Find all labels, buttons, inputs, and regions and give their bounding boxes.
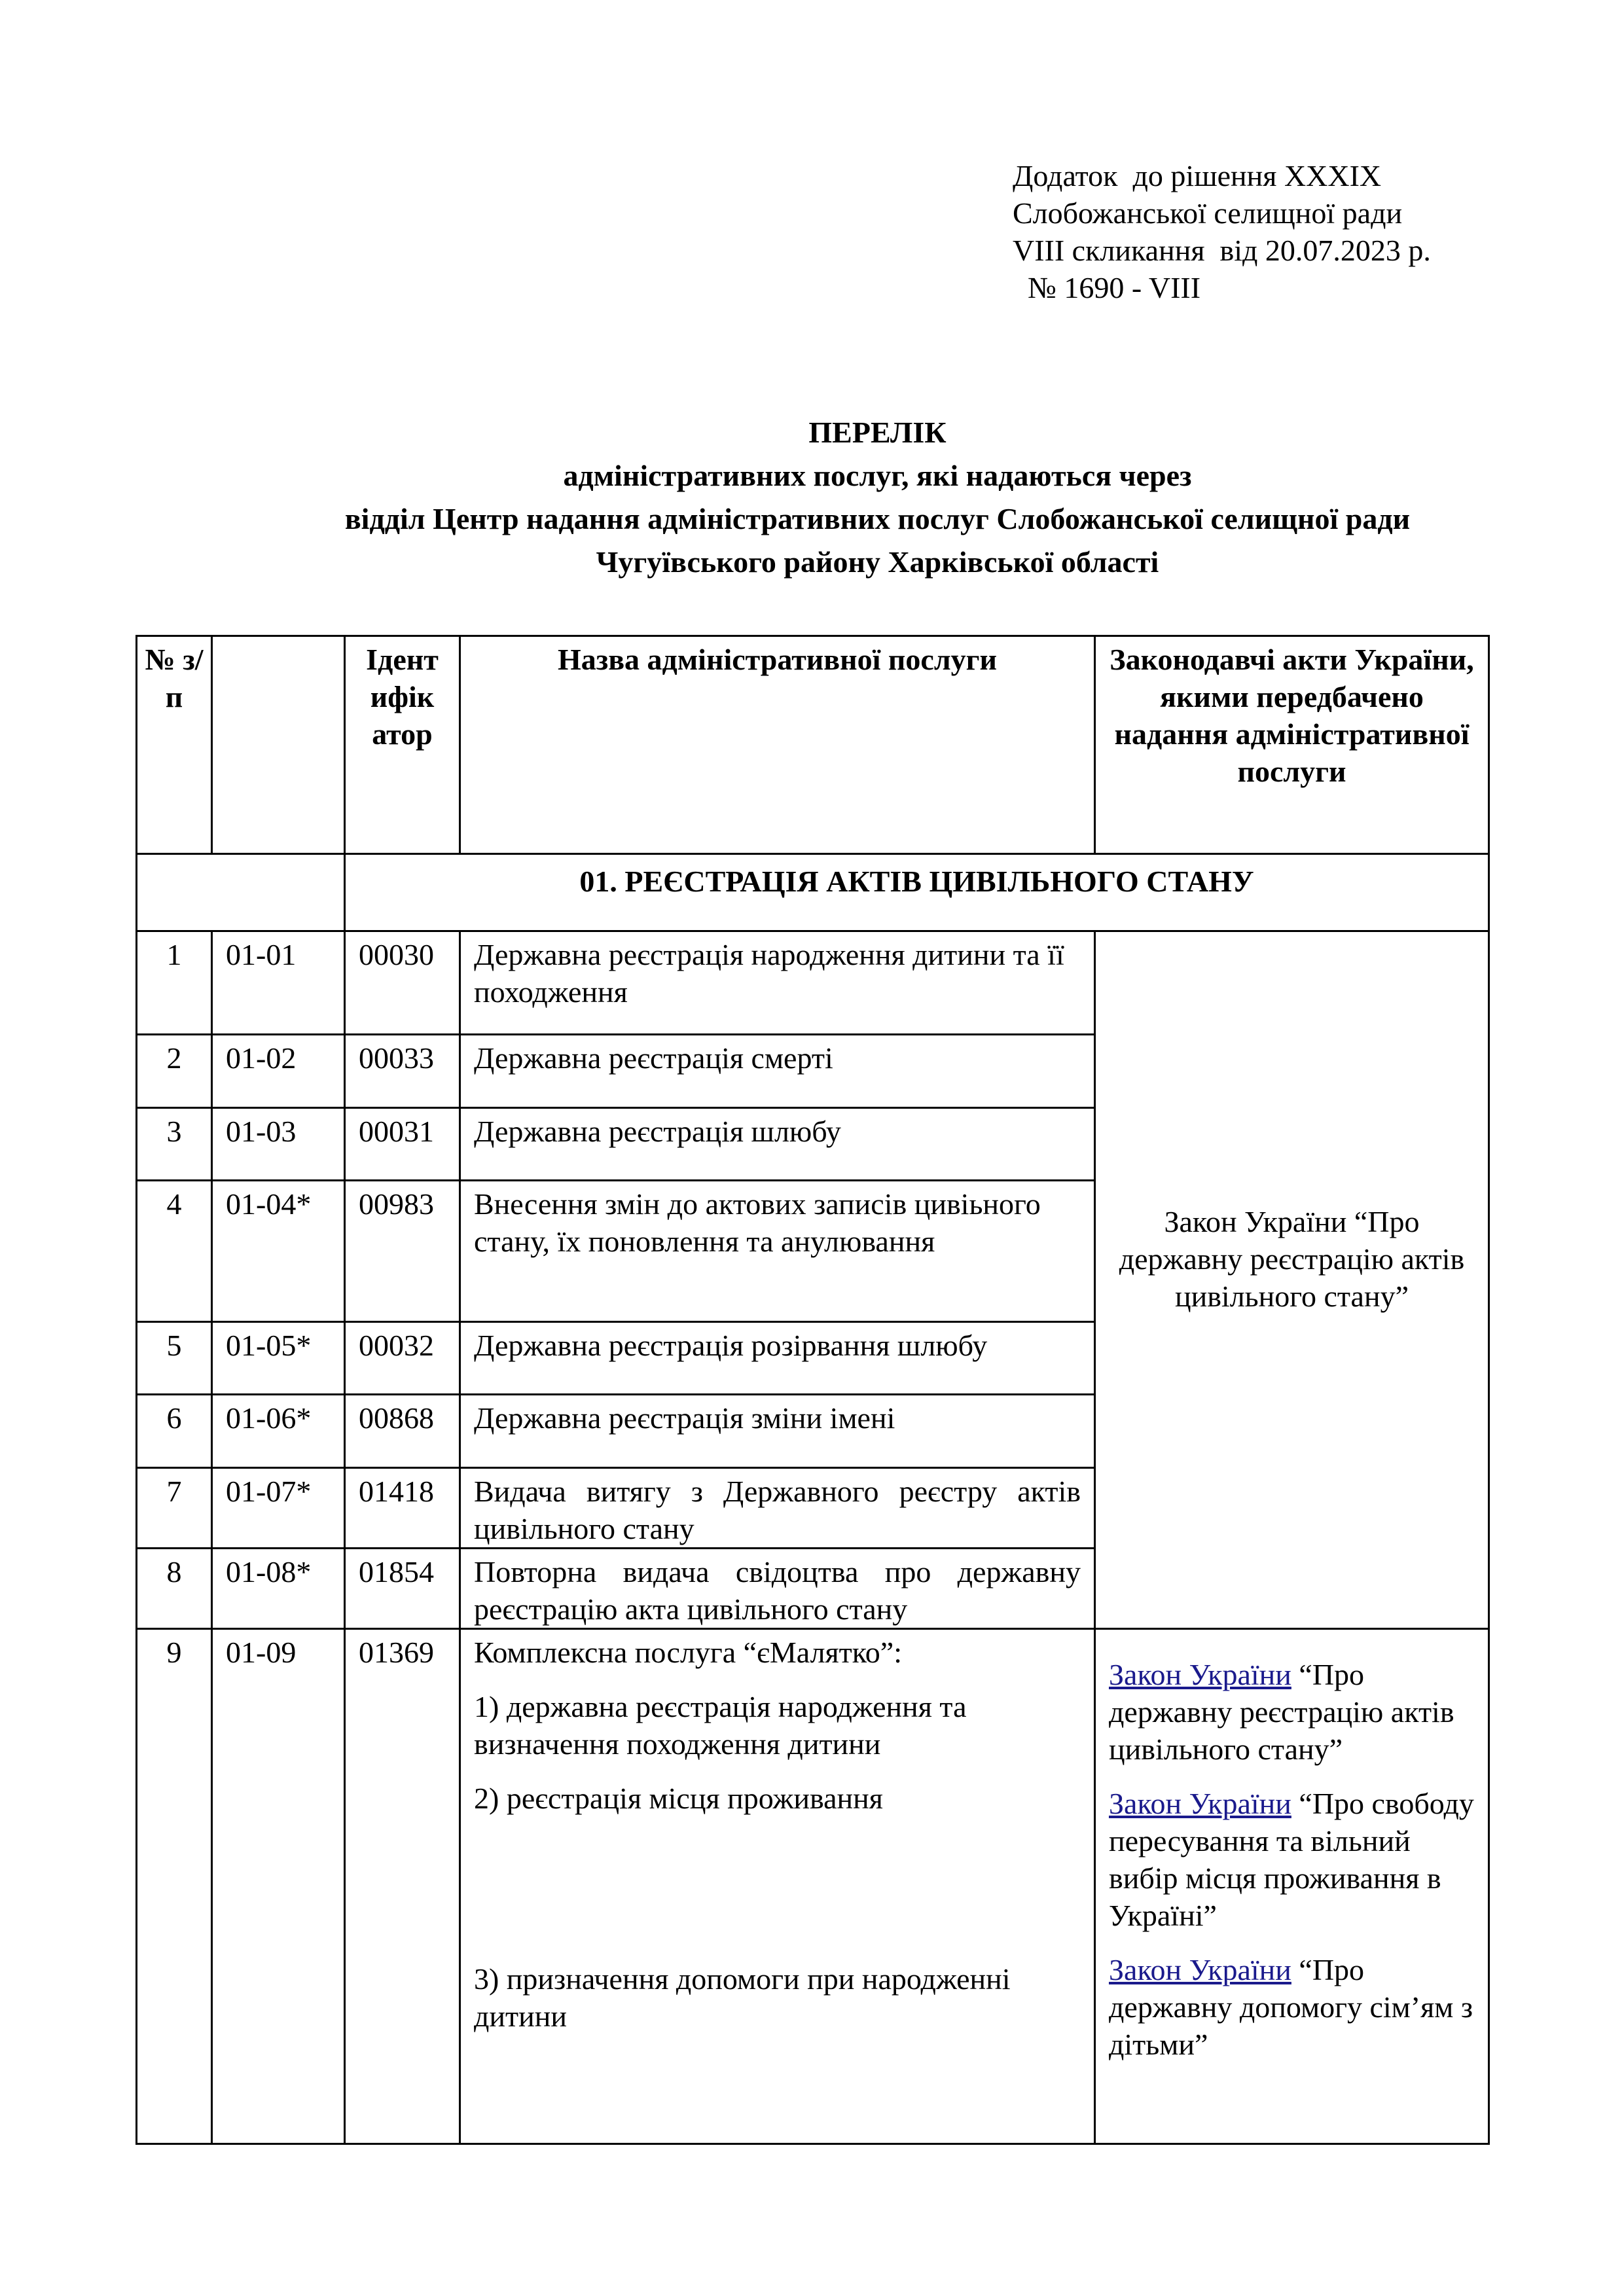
row-id: 00868: [345, 1395, 460, 1468]
sub-service-item: 1) державна реєстрація народження та визначення походження дитини: [474, 1690, 967, 1761]
annex-line: Додаток до рішення XXXIX: [1013, 159, 1382, 192]
row-num: 8: [137, 1549, 212, 1629]
annex-line: Слобожанської селищної ради: [1013, 196, 1403, 230]
header-code: [212, 636, 345, 854]
annex-line: № 1690 - VIII: [1013, 271, 1201, 304]
row-id: 00983: [345, 1181, 460, 1322]
row-num: 5: [137, 1322, 212, 1395]
row-code: 01-01: [212, 931, 345, 1035]
row-name: Видача витягу з Державного реєстру актів цивільного стану: [460, 1468, 1095, 1549]
row-num: 2: [137, 1035, 212, 1108]
section-title: 01. РЕЄСТРАЦІЯ АКТІВ ЦИВІЛЬНОГО СТАНУ: [345, 854, 1489, 931]
row-id: 00032: [345, 1322, 460, 1395]
law-link[interactable]: Закон України: [1109, 1787, 1291, 1820]
row-name: Державна реєстрація смерті: [460, 1035, 1095, 1108]
complex-laws-cell: [1095, 1629, 1489, 2144]
complex-service-row: [137, 1629, 1489, 2144]
law-title: “Про свободу пересування та вільний вибір місця проживання в Україні”: [1109, 1787, 1474, 1932]
law-reference: [1109, 1785, 1475, 1934]
sub-service-item: 3) призначення допомоги при народженні дитини: [474, 1962, 1011, 2033]
annex-line: VIII скликання від 20.07.2023 р.: [1013, 234, 1431, 267]
row-id: 00033: [345, 1035, 460, 1108]
row-name: Державна реєстрація народження дитини та її походження: [460, 931, 1095, 1035]
row-id: 01418: [345, 1468, 460, 1549]
header-num: № з/п: [137, 636, 212, 854]
title-line: ПЕРЕЛІК: [808, 416, 947, 449]
row-name: Державна реєстрація розірвання шлюбу: [460, 1322, 1095, 1395]
header-name: Назва адміністративної послуги: [460, 636, 1095, 854]
row-num: 1: [137, 931, 212, 1035]
row-code: 01-06*: [212, 1395, 345, 1468]
row-name: Державна реєстрація зміни імені: [460, 1395, 1095, 1468]
document-title: [0, 414, 1624, 586]
law-link[interactable]: Закон України: [1109, 1953, 1291, 1986]
complex-service-cell: [460, 1629, 1095, 2144]
row-name: Внесення змін до актових записів цивіьного стану, їх поновлення та анулювання: [460, 1181, 1095, 1322]
sub-service-item: 2) реєстрація місця проживання: [474, 1782, 883, 1815]
section-empty-cell: [137, 854, 345, 931]
law-title: “Про державну реєстрацію актів цивільного стану”: [1109, 1658, 1454, 1766]
row-num: 9: [137, 1629, 212, 2144]
row-id: 00030: [345, 931, 460, 1035]
row-num: 7: [137, 1468, 212, 1549]
row-num: 3: [137, 1108, 212, 1181]
services-table: [135, 635, 1490, 2145]
row-code: 01-04*: [212, 1181, 345, 1322]
header-laws: Законодавчі акти України, якими передбачено надання адміністративної послуги: [1095, 636, 1489, 854]
row-code: 01-03: [212, 1108, 345, 1181]
row-code: 01-08*: [212, 1549, 345, 1629]
shared-law-cell: Закон України “Про державну реєстрацію актів цивільного стану”: [1095, 931, 1489, 1629]
title-line: відділ Центр надання адміністративних послуг Слобожанської селищної ради: [344, 502, 1411, 535]
law-link[interactable]: Закон України: [1109, 1658, 1291, 1691]
header-id: Ідент ифік атор: [345, 636, 460, 854]
section-row: [137, 854, 1489, 931]
annex-note: [1013, 157, 1431, 306]
row-num: 6: [137, 1395, 212, 1468]
row-code: 01-07*: [212, 1468, 345, 1549]
row-name: Повторна видача свідоцтва про державну реєстрацію акта цивільного стану: [460, 1549, 1095, 1629]
law-reference: [1109, 1951, 1475, 2063]
row-id: 01854: [345, 1549, 460, 1629]
table-row: [137, 931, 1489, 1035]
title-line: Чугуївського району Харківської області: [596, 545, 1159, 579]
row-num: 4: [137, 1181, 212, 1322]
law-title: “Про державну допомогу сім’ям з дітьми”: [1109, 1953, 1473, 2061]
law-reference: [1109, 1656, 1475, 1768]
row-code: 01-05*: [212, 1322, 345, 1395]
row-id: 00031: [345, 1108, 460, 1181]
complex-service-title: Комплексна послуга “єМалятко”:: [474, 1636, 902, 1669]
row-code: 01-09: [212, 1629, 345, 2144]
row-code: 01-02: [212, 1035, 345, 1108]
header-row: [137, 636, 1489, 854]
row-id: 01369: [345, 1629, 460, 2144]
row-name: Державна реєстрація шлюбу: [460, 1108, 1095, 1181]
title-line: адміністративних послуг, які надаються через: [563, 459, 1192, 492]
